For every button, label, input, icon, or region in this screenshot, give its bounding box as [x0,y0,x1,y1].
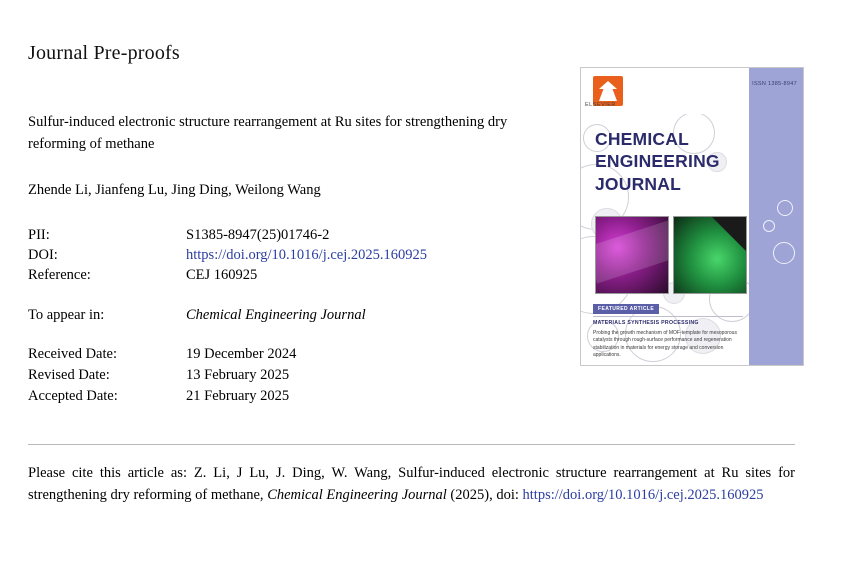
table-row [28,367,296,388]
citation-doi-link[interactable]: https://doi.org/10.1016/j.cej.2025.160925 [522,487,764,504]
cover-footer-body: Probing the growth mechanism of MOF-template for mesoporous catalysts through rough-surface performance and regeneration stabilization in materials for energy storage and conversion applications. [593,329,737,359]
cover-side-band [749,68,803,365]
appear-in-value: Chemical Engineering Journal [186,306,366,323]
article-authors: Zhende Li, Jianfeng Lu, Jing Ding, Weilong Wang [28,181,321,198]
micrograph-magenta [595,216,669,294]
reference-label: Reference: [28,266,91,283]
band-dot-icon [763,220,775,232]
table-row [28,247,427,267]
elsevier-wordmark: ELSEVIER [585,102,616,108]
table-row [28,307,366,324]
micrograph-green [673,216,747,294]
reference-value: CEJ 160925 [186,266,258,283]
revised-date-value: 13 February 2025 [186,366,290,383]
citation-block [28,462,795,506]
article-title: Sulfur-induced electronic structure rearrangement at Ru sites for strengthening dry reforming of methane [28,114,508,153]
table-row [28,267,427,287]
cover-journal-title [595,128,750,195]
accepted-date-label: Accepted Date: [28,387,118,404]
horizontal-divider [28,444,795,445]
revised-date-label: Revised Date: [28,366,110,383]
table-row [28,346,296,367]
pii-label: PII: [28,226,50,243]
doi-value [186,247,427,267]
band-dot-icon [777,200,793,216]
appear-in-label: To appear in: [28,306,105,323]
cover-column [558,65,804,366]
appear-in-table [28,307,366,324]
cover-title-line-2: ENGINEERING [595,151,720,172]
received-date-label: Received Date: [28,345,117,362]
table-row [28,388,296,409]
dates-table [28,346,296,409]
cover-micrographs [595,216,747,292]
table-row [28,227,427,247]
cover-footer-text [593,320,743,360]
cover-footer-heading: MATERIALS SYNTHESIS PROCESSING [593,320,699,326]
band-dot-icon [773,242,795,264]
featured-article-badge: FEATURED ARTICLE [593,304,659,314]
page-title: Journal Pre-proofs [28,42,180,64]
journal-cover-image [580,67,804,366]
pii-value: S1385-8947(25)01746-2 [186,226,330,243]
cover-divider [593,316,743,317]
cover-issn: ISSN 1385-8947 [752,81,797,87]
citation-middle: (2025), doi: [446,487,523,504]
cover-title-line-1: CHEMICAL [595,129,689,149]
citation-journal: Chemical Engineering Journal [267,487,447,504]
doi-link[interactable]: https://doi.org/10.1016/j.cej.2025.160925 [186,246,427,263]
doi-label: DOI: [28,246,58,263]
accepted-date-value: 21 February 2025 [186,387,290,404]
cover-title-line-3: JOURNAL [595,173,681,194]
content-row [28,65,795,409]
identifier-table [28,227,427,287]
received-date-value: 19 December 2024 [186,345,297,362]
citation-prefix: Please cite this article as: Z. Li, J Lu, J. Ding, W. Wang, Sulfur-induced electronic structure rearrangement at Ru sites for strengthening dry reforming of methane, [28,465,795,504]
metadata-column [28,65,558,409]
